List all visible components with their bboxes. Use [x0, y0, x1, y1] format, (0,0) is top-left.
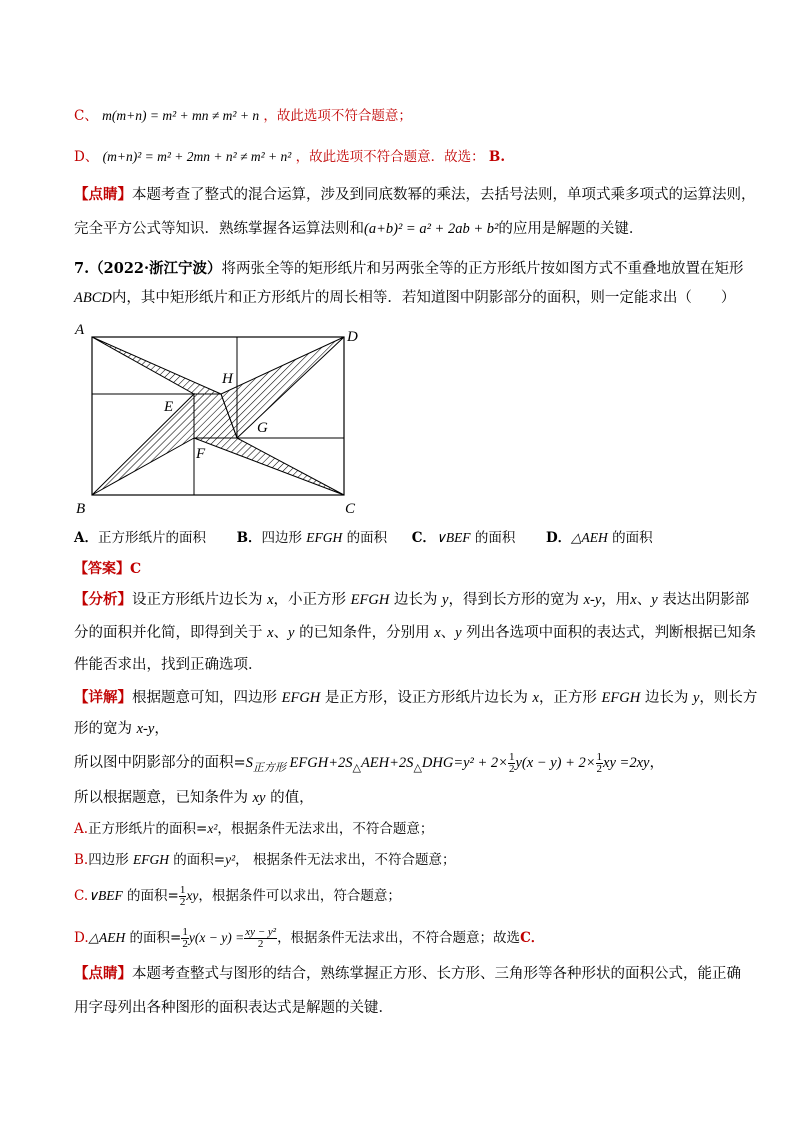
- option-c-text: ，故此选项不符合题意；: [263, 108, 412, 124]
- option-d-text: ，故此选项不符合题意．故选：: [295, 149, 485, 165]
- choices-line: [74, 528, 653, 548]
- dianjing-1-tag: 【点睛】: [74, 186, 132, 203]
- detail-line1: 【详解】根据题意可知，四边形 EFGH 是正方形，设正方形纸片边长为 x，正方形 EFGH 边长为 y，则长方: [74, 689, 758, 706]
- dianjing-2-line1: 【点睛】本题考查整式与图形的结合，熟练掌握正方形、长方形、三角形等各种形状的面积公式，能正确: [74, 965, 741, 982]
- question-text2: 内，其中矩形纸片和正方形纸片的周长相等．若知道图中阴影部分的面积，则一定能求出（ ）: [111, 290, 736, 306]
- dianjing-2-line2: 用字母列出各种图形的面积表达式是解题的关键．: [74, 1000, 393, 1016]
- analysis-tag: 【分析】: [74, 591, 132, 608]
- shaded-triangle-cfg: [194, 438, 344, 495]
- detail-line2: 形的宽为 x-y，: [74, 721, 169, 737]
- detail-line3: 所以图中阴影部分的面积$=S_{正方形}$ $EFGH+2S_\triangle AEH+2S_\triangle DHG=y^2 + 2\times$ $\frac{1}{2}$ y(x − y) + 2× $\frac{1}{2}$ xy =2xy，: [74, 750, 664, 775]
- answer-value: C: [130, 561, 142, 577]
- dianjing-1-text2a: 完全平方公式等知识．熟练掌握各运算法则和: [74, 221, 364, 237]
- label-c: C: [345, 501, 356, 517]
- detail-line4: 所以根据题意，已知条件为 xy 的值，: [74, 790, 314, 806]
- fraction-half: $\frac{1}{2}$: [182, 926, 188, 950]
- detail-d-line: D.△AEH 的面积= $\frac{1}{2}$ y(x − y) = $\frac{\text{xy − y²}}{2}$ ，根据条件无法求出，不符合题意；故选C．: [74, 926, 545, 950]
- geometry-figure: [68, 318, 368, 520]
- question-source: （2022·浙江宁波）: [89, 260, 222, 277]
- fraction-half: $\frac{1}{2}$: [508, 750, 515, 775]
- label-a: A: [75, 322, 85, 338]
- answer-tag: 【答案】: [74, 561, 130, 577]
- option-d-answer: B.: [488, 149, 506, 165]
- shaded-triangle-aeh: [92, 337, 221, 394]
- question-7-line2: [74, 288, 735, 308]
- choice-d: D．△AEH 的面积: [545, 530, 653, 546]
- fraction-half: $\frac{1}{2}$: [596, 750, 603, 775]
- analysis-line3: 件能否求出，找到正确选项．: [74, 657, 263, 673]
- dianjing-1-line2: [74, 219, 643, 239]
- detail-b-line: B.四边形 EFGH 的面积=y²， 根据条件无法求出，不符合题意；: [74, 852, 456, 868]
- option-c-label: C、: [74, 108, 98, 124]
- fraction-half: $\frac{1}{2}$: [179, 884, 186, 908]
- question-7-line1: [74, 259, 744, 279]
- dianjing-1-line1: [74, 185, 756, 205]
- label-g: G: [257, 420, 268, 436]
- option-c-line: [74, 106, 412, 126]
- choice-b: B．四边形 EFGH 的面积: [236, 530, 388, 546]
- analysis-line1: 【分析】设正方形纸片边长为 x，小正方形 EFGH 边长为 y，得到长方形的宽为 x-y，用x、y 表达出阴影部: [74, 591, 750, 608]
- question-number: 7.: [74, 260, 90, 277]
- shaded-triangle-bef: [92, 394, 194, 495]
- shaded-triangle-dhg: [221, 337, 344, 438]
- dianjing-1-text2b: 的应用是解题的关键．: [498, 221, 644, 237]
- detail-tag: 【详解】: [74, 689, 132, 706]
- option-d-line: [74, 147, 505, 167]
- detail-a-line: A.正方形纸片的面积=x²，根据条件无法求出，不符合题意；: [74, 821, 434, 837]
- option-d-expression: (m+n)² = m² + 2mn + n² ≠ m² + n²: [102, 149, 292, 164]
- label-f: F: [196, 446, 206, 462]
- question-rect-name: ABCD: [74, 290, 112, 306]
- detail-c-line: C.∨BEF 的面积= $\frac{1}{2}$ xy，根据条件可以求出，符合题意；: [74, 884, 401, 908]
- label-e: E: [164, 399, 174, 415]
- label-d: D: [347, 329, 358, 345]
- answer-line: [74, 559, 141, 579]
- dianjing-1-text1: 本题考查了整式的混合运算，涉及到同底数幂的乘法，去括号法则，单项式乘多项式的运算法则，: [132, 187, 756, 203]
- dianjing-1-expression: (a+b)² = a² + 2ab + b²: [364, 221, 499, 237]
- dianjing-2-tag: 【点睛】: [74, 965, 132, 982]
- analysis-line2: 分的面积并化简，即得到关于 x、y 的已知条件，分别用 x、y 列出各选项中面积的表达式，判断根据已知条: [74, 625, 757, 641]
- option-d-label: D、: [74, 149, 99, 165]
- option-c-expression: m(m+n) = m² + mn ≠ m² + n: [102, 108, 260, 123]
- fraction-d: $\frac{\text{xy − y²}}{2}$: [245, 926, 277, 950]
- label-b: B: [76, 501, 86, 517]
- question-text1: 将两张全等的矩形纸片和另两张全等的正方形纸片按如图方式不重叠地放置在矩形: [221, 261, 744, 277]
- choice-a: A．正方形纸片的面积: [74, 530, 206, 546]
- choice-c: C．∨BEF 的面积: [411, 530, 516, 546]
- label-h: H: [222, 371, 233, 387]
